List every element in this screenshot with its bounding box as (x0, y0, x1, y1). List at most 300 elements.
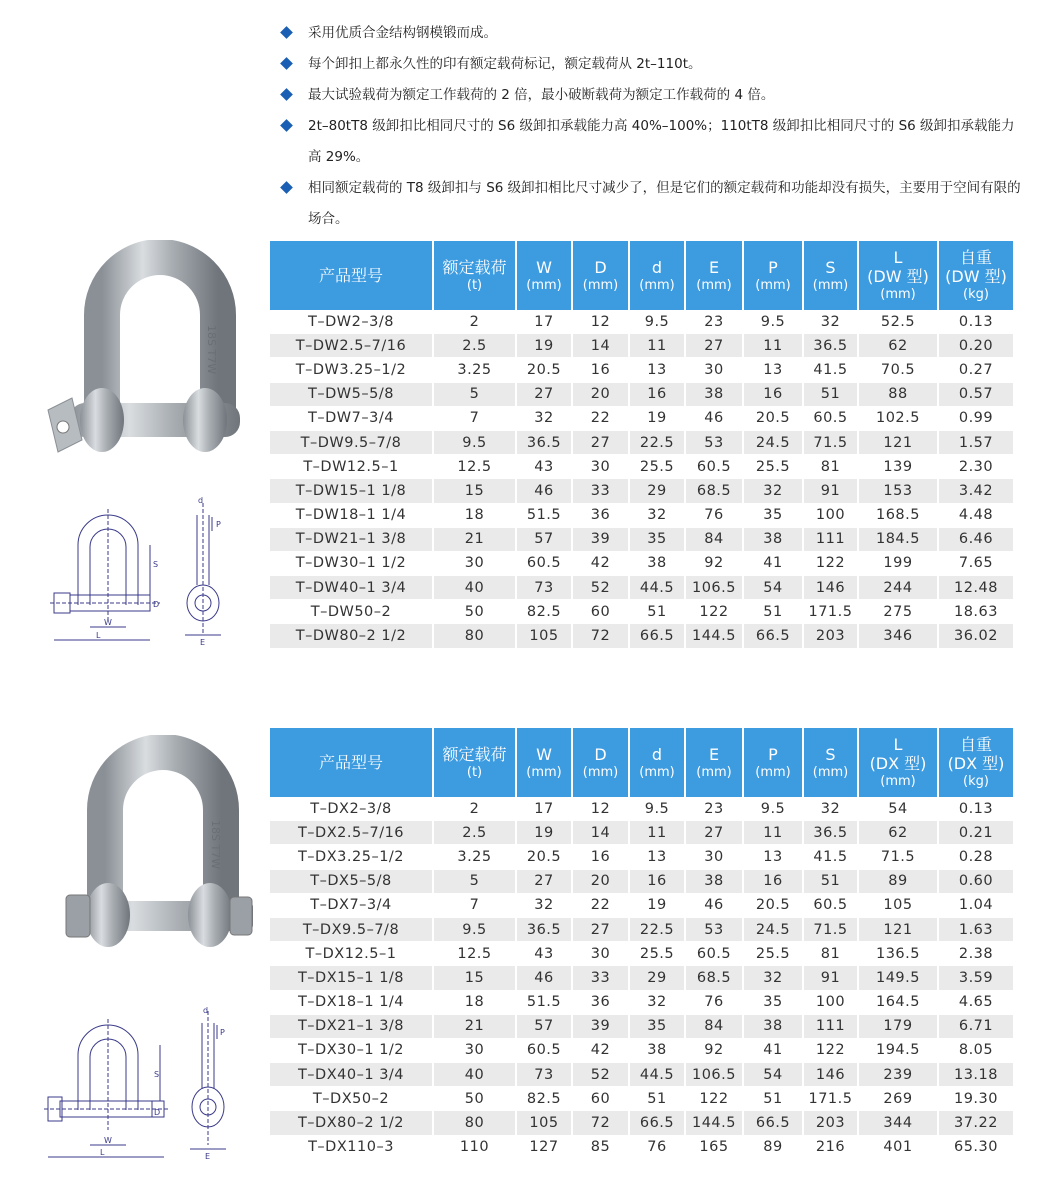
table-cell: 244 (858, 576, 938, 600)
table-cell: 66.5 (743, 624, 803, 648)
table-cell: 9.5 (433, 917, 516, 941)
dx-spec-table (270, 728, 1015, 1160)
table-cell: 51 (743, 1087, 803, 1111)
label-D: D (153, 600, 160, 609)
table-cell: 144.5 (685, 624, 743, 648)
table-row (270, 382, 1014, 406)
table-cell: 13 (629, 845, 685, 869)
table-cell: 9.5 (743, 797, 803, 821)
table-cell: 346 (858, 624, 938, 648)
table-cell: 62 (858, 821, 938, 845)
table-cell: 17 (516, 310, 572, 334)
table-cell: 43 (516, 455, 572, 479)
table-cell: 32 (516, 406, 572, 430)
table-cell: 9.5 (433, 430, 516, 454)
table-cell: 6.71 (938, 1014, 1014, 1038)
table-cell: 171.5 (803, 1087, 858, 1111)
table-cell: 21 (433, 1014, 516, 1038)
table-cell: 38 (629, 551, 685, 575)
table-cell: 164.5 (858, 990, 938, 1014)
label-d: d (198, 496, 204, 505)
dx-technical-drawing (40, 1005, 250, 1165)
table-cell: 66.5 (629, 1111, 685, 1135)
table-cell: 43 (516, 942, 572, 966)
table-cell: 1.63 (938, 917, 1014, 941)
table-cell: T–DW2–3/8 (270, 310, 433, 334)
table-cell: 80 (433, 1111, 516, 1135)
table-cell: T–DW3.25–1/2 (270, 358, 433, 382)
feature-item: 采用优质合金结构钢模锻而成。 (276, 18, 1021, 49)
table-cell: 122 (803, 551, 858, 575)
table-cell: 23 (685, 310, 743, 334)
table-cell: 73 (516, 1063, 572, 1087)
table-cell: T–DW9.5–7/8 (270, 430, 433, 454)
col-weight: 自重 (DX 型) (kg) (938, 728, 1014, 797)
table-cell: 60.5 (685, 942, 743, 966)
col-model: 产品型号 (270, 728, 433, 797)
table-cell: 16 (572, 845, 629, 869)
table-cell: 5 (433, 382, 516, 406)
table-cell: 11 (743, 821, 803, 845)
col-l: L (DX 型) (mm) (858, 728, 938, 797)
table-cell: 27 (516, 869, 572, 893)
table-row (270, 869, 1014, 893)
label-p: P (216, 520, 221, 529)
table-cell: 51 (803, 869, 858, 893)
table-cell: 121 (858, 917, 938, 941)
table-cell: 27 (685, 334, 743, 358)
dw-technical-drawing (40, 495, 250, 650)
table-row (270, 430, 1014, 454)
table-cell: 46 (516, 479, 572, 503)
table-cell: 149.5 (858, 966, 938, 990)
table-cell: 60 (572, 600, 629, 624)
table-cell: 73 (516, 576, 572, 600)
table-cell: 60 (572, 1087, 629, 1111)
table-cell: 1.57 (938, 430, 1014, 454)
table-cell: 9.5 (629, 797, 685, 821)
feature-item: 每个卸扣上都永久性的印有额定载荷标记，额定载荷从 2t–110t。 (276, 49, 1021, 80)
table-cell: 146 (803, 1063, 858, 1087)
table-cell: 401 (858, 1135, 938, 1159)
table-row (270, 600, 1014, 624)
table-cell: 30 (685, 358, 743, 382)
table-cell: 38 (629, 1038, 685, 1062)
table-cell: 44.5 (629, 576, 685, 600)
table-cell: 22 (572, 406, 629, 430)
table-cell: 12 (572, 797, 629, 821)
table-cell: T–DX2–3/8 (270, 797, 433, 821)
table-cell: 16 (629, 869, 685, 893)
col-l: L (DW 型) (mm) (858, 241, 938, 310)
table-cell: 1.04 (938, 893, 1014, 917)
table-cell: 203 (803, 1111, 858, 1135)
table-cell: 71.5 (803, 917, 858, 941)
label-D: D (154, 1108, 161, 1117)
table-row (270, 1014, 1014, 1038)
table-cell: 41.5 (803, 358, 858, 382)
table-cell: 139 (858, 455, 938, 479)
col-d: d (mm) (629, 241, 685, 310)
table-cell: 91 (803, 966, 858, 990)
table-cell: 106.5 (685, 1063, 743, 1087)
table-cell: 15 (433, 966, 516, 990)
table-cell: 3.59 (938, 966, 1014, 990)
table-cell: 38 (685, 869, 743, 893)
table-cell: 106.5 (685, 576, 743, 600)
col-d: d (mm) (629, 728, 685, 797)
table-cell: 46 (685, 893, 743, 917)
table-cell: 7 (433, 406, 516, 430)
table-cell: T–DW5–5/8 (270, 382, 433, 406)
table-cell: 9.5 (743, 310, 803, 334)
table-cell: 42 (572, 551, 629, 575)
table-cell: 36 (572, 990, 629, 1014)
table-cell: T–DX15–1 1/8 (270, 966, 433, 990)
table-cell: T–DX80–2 1/2 (270, 1111, 433, 1135)
table-cell: T–DW50–2 (270, 600, 433, 624)
table-cell: 30 (572, 455, 629, 479)
table-cell: 144.5 (685, 1111, 743, 1135)
table-cell: 7 (433, 893, 516, 917)
table-cell: 60.5 (516, 1038, 572, 1062)
table-cell: 33 (572, 479, 629, 503)
table-cell: 25.5 (743, 942, 803, 966)
table-cell: 60.5 (803, 406, 858, 430)
table-cell: 14 (572, 821, 629, 845)
table-cell: T–DX3.25–1/2 (270, 845, 433, 869)
table-cell: 20.5 (516, 358, 572, 382)
table-cell: T–DW30–1 1/2 (270, 551, 433, 575)
table-cell: T–DW15–1 1/8 (270, 479, 433, 503)
table-cell: 179 (858, 1014, 938, 1038)
table-cell: 25.5 (629, 455, 685, 479)
table-cell: 36.5 (516, 917, 572, 941)
table-cell: T–DW7–3/4 (270, 406, 433, 430)
table-cell: 68.5 (685, 479, 743, 503)
dx-shackle-photo (60, 735, 260, 980)
table-cell: 27 (572, 430, 629, 454)
table-cell: 2.5 (433, 821, 516, 845)
table-cell: 216 (803, 1135, 858, 1159)
table-cell: 2 (433, 797, 516, 821)
table-cell: 3.25 (433, 358, 516, 382)
label-w: W (104, 618, 112, 627)
table-cell: 60.5 (685, 455, 743, 479)
table-cell: 51 (629, 600, 685, 624)
table-cell: 153 (858, 479, 938, 503)
diamond-bullet-icon (280, 119, 293, 132)
label-d: d (203, 1006, 209, 1015)
col-p: P (mm) (743, 241, 803, 310)
table-row (270, 1038, 1014, 1062)
table-row (270, 624, 1014, 648)
table-cell: 54 (743, 576, 803, 600)
table-cell: 203 (803, 624, 858, 648)
table-cell: 76 (685, 503, 743, 527)
table-cell: 16 (629, 382, 685, 406)
table-cell: 57 (516, 1014, 572, 1038)
table-cell: 105 (858, 893, 938, 917)
table-cell: 22 (572, 893, 629, 917)
table-cell: 72 (572, 1111, 629, 1135)
col-s: S (mm) (803, 728, 858, 797)
table-cell: 35 (629, 527, 685, 551)
table-row (270, 1087, 1014, 1111)
table-cell: 2.30 (938, 455, 1014, 479)
table-cell: 40 (433, 576, 516, 600)
table-cell: 32 (803, 310, 858, 334)
label-s: S (153, 560, 159, 569)
table-cell: 30 (685, 845, 743, 869)
table-cell: 168.5 (858, 503, 938, 527)
table-cell: 29 (629, 479, 685, 503)
table-row (270, 455, 1014, 479)
table-cell: 27 (516, 382, 572, 406)
table-cell: 38 (685, 382, 743, 406)
table-cell: 269 (858, 1087, 938, 1111)
table-cell: 84 (685, 527, 743, 551)
table-cell: 105 (516, 1111, 572, 1135)
table-cell: 39 (572, 527, 629, 551)
table-row (270, 503, 1014, 527)
table-cell: 122 (685, 1087, 743, 1111)
table-cell: 13 (629, 358, 685, 382)
table-cell: 13 (743, 845, 803, 869)
table-row (270, 358, 1014, 382)
table-cell: 146 (803, 576, 858, 600)
table-cell: 38 (743, 1014, 803, 1038)
label-w: W (104, 1136, 112, 1145)
table-cell: 5 (433, 869, 516, 893)
table-row (270, 406, 1014, 430)
col-load: 额定载荷 (t) (433, 728, 516, 797)
col-D: D (mm) (572, 728, 629, 797)
table-cell: 122 (803, 1038, 858, 1062)
col-w: W (mm) (516, 728, 572, 797)
table-cell: 32 (629, 990, 685, 1014)
table-cell: 36.5 (516, 430, 572, 454)
label-e: E (205, 1152, 211, 1161)
table-cell: 54 (743, 1063, 803, 1087)
table-cell: 0.28 (938, 845, 1014, 869)
table-cell: 66.5 (629, 624, 685, 648)
table-cell: 16 (743, 382, 803, 406)
table-cell: 82.5 (516, 600, 572, 624)
table-cell: 24.5 (743, 917, 803, 941)
table-cell: 80 (433, 624, 516, 648)
table-cell: 20.5 (516, 845, 572, 869)
table-cell: 0.60 (938, 869, 1014, 893)
table-cell: 52 (572, 1063, 629, 1087)
table-cell: 4.65 (938, 990, 1014, 1014)
table-cell: 2.5 (433, 334, 516, 358)
table-cell: 76 (629, 1135, 685, 1159)
table-cell: 7.65 (938, 551, 1014, 575)
table-cell: 46 (685, 406, 743, 430)
table-cell: T–DX50–2 (270, 1087, 433, 1111)
table-cell: 82.5 (516, 1087, 572, 1111)
table-cell: 12.5 (433, 455, 516, 479)
table-row (270, 334, 1014, 358)
table-cell: 72 (572, 624, 629, 648)
table-cell: 127 (516, 1135, 572, 1159)
table-cell: T–DX7–3/4 (270, 893, 433, 917)
table-cell: 275 (858, 600, 938, 624)
table-cell: 165 (685, 1135, 743, 1159)
table-cell: 41 (743, 1038, 803, 1062)
table-cell: 22.5 (629, 430, 685, 454)
table-cell: 35 (743, 990, 803, 1014)
table-cell: 18 (433, 503, 516, 527)
table-cell: 3.42 (938, 479, 1014, 503)
table-cell: 51 (803, 382, 858, 406)
table-cell: 53 (685, 917, 743, 941)
table-cell: 19 (629, 893, 685, 917)
shackle-marking: 18S T7W (205, 325, 218, 375)
table-cell: 60.5 (803, 893, 858, 917)
col-weight: 自重 (DW 型) (kg) (938, 241, 1014, 310)
feature-list (276, 18, 1021, 235)
table-row (270, 527, 1014, 551)
table-cell: 18 (433, 990, 516, 1014)
table-cell: T–DX40–1 3/4 (270, 1063, 433, 1087)
table-cell: 16 (743, 869, 803, 893)
table-row (270, 1111, 1014, 1135)
table-cell: 12 (572, 310, 629, 334)
table-cell: 81 (803, 942, 858, 966)
table-cell: 57 (516, 527, 572, 551)
table-cell: 4.48 (938, 503, 1014, 527)
table-row (270, 821, 1014, 845)
diamond-bullet-icon (280, 26, 293, 39)
table-cell: 100 (803, 503, 858, 527)
table-cell: 89 (858, 869, 938, 893)
table-cell: 111 (803, 527, 858, 551)
diamond-bullet-icon (280, 88, 293, 101)
table-cell: 89 (743, 1135, 803, 1159)
col-e: E (mm) (685, 241, 743, 310)
table-cell: 199 (858, 551, 938, 575)
table-cell: 102.5 (858, 406, 938, 430)
table-cell: 50 (433, 600, 516, 624)
table-cell: 22.5 (629, 917, 685, 941)
table-cell: 11 (629, 334, 685, 358)
table-cell: 30 (433, 551, 516, 575)
table-row (270, 576, 1014, 600)
table-cell: 35 (743, 503, 803, 527)
table-cell: 6.46 (938, 527, 1014, 551)
table-cell: 25.5 (743, 455, 803, 479)
table-cell: T–DX5–5/8 (270, 869, 433, 893)
table-cell: 15 (433, 479, 516, 503)
table-cell: T–DX2.5–7/16 (270, 821, 433, 845)
table-cell: 32 (743, 479, 803, 503)
feature-item: 最大试验载荷为额定工作载荷的 2 倍，最小破断载荷为额定工作载荷的 4 倍。 (276, 80, 1021, 111)
diamond-bullet-icon (280, 181, 293, 194)
table-cell: 68.5 (685, 966, 743, 990)
table-cell: 19 (516, 821, 572, 845)
diamond-bullet-icon (280, 57, 293, 70)
table-cell: 50 (433, 1087, 516, 1111)
table-cell: 2 (433, 310, 516, 334)
table-cell: 27 (685, 821, 743, 845)
label-p: P (220, 1028, 225, 1037)
table-row (270, 310, 1014, 334)
table-cell: 85 (572, 1135, 629, 1159)
table-cell: 32 (803, 797, 858, 821)
table-cell: 27 (572, 917, 629, 941)
table-cell: 18.63 (938, 600, 1014, 624)
table-cell: T–DX110–3 (270, 1135, 433, 1159)
label-l: L (100, 1148, 105, 1157)
table-cell: 36 (572, 503, 629, 527)
table-cell: 11 (629, 821, 685, 845)
table-cell: 105 (516, 624, 572, 648)
table-cell: 52 (572, 576, 629, 600)
table-cell: 25.5 (629, 942, 685, 966)
table-cell: 70.5 (858, 358, 938, 382)
table-cell: 71.5 (858, 845, 938, 869)
table-cell: 110 (433, 1135, 516, 1159)
table-cell: 91 (803, 479, 858, 503)
table-cell: 0.13 (938, 310, 1014, 334)
table-cell: 62 (858, 334, 938, 358)
table-cell: 29 (629, 966, 685, 990)
table-cell: 0.21 (938, 821, 1014, 845)
table-cell: 121 (858, 430, 938, 454)
table-cell: 0.27 (938, 358, 1014, 382)
table-cell: 35 (629, 1014, 685, 1038)
table-row (270, 1063, 1014, 1087)
table-cell: 3.25 (433, 845, 516, 869)
table-cell: 122 (685, 600, 743, 624)
shackle-marking: 18S T7W (209, 820, 222, 870)
table-cell: 16 (572, 358, 629, 382)
table-cell: 171.5 (803, 600, 858, 624)
table-cell: 84 (685, 1014, 743, 1038)
table-row (270, 966, 1014, 990)
table-cell: 51.5 (516, 503, 572, 527)
table-cell: 0.99 (938, 406, 1014, 430)
table-row (270, 942, 1014, 966)
dw-shackle-photo (40, 240, 240, 485)
table-cell: 13 (743, 358, 803, 382)
table-cell: 9.5 (629, 310, 685, 334)
col-e: E (mm) (685, 728, 743, 797)
table-cell: 194.5 (858, 1038, 938, 1062)
table-cell: T–DW18–1 1/4 (270, 503, 433, 527)
table-cell: 65.30 (938, 1135, 1014, 1159)
table-cell: 66.5 (743, 1111, 803, 1135)
table-cell: 12.48 (938, 576, 1014, 600)
table-cell: 40 (433, 1063, 516, 1087)
table-cell: 13.18 (938, 1063, 1014, 1087)
table-cell: 30 (572, 942, 629, 966)
table-cell: 51 (743, 600, 803, 624)
feature-item: 相同额定载荷的 T8 级卸扣与 S6 级卸扣相比尺寸减少了，但是它们的额定载荷和功能却没有损失，主要用于空间有限的场合。 (276, 173, 1021, 235)
table-cell: 20.5 (743, 406, 803, 430)
dw-spec-table (270, 241, 1015, 649)
table-cell: T–DW2.5–7/16 (270, 334, 433, 358)
table-cell: 0.20 (938, 334, 1014, 358)
table-cell: 32 (629, 503, 685, 527)
table-cell: 71.5 (803, 430, 858, 454)
table-cell: 36.02 (938, 624, 1014, 648)
table-cell: 12.5 (433, 942, 516, 966)
table-cell: 37.22 (938, 1111, 1014, 1135)
label-s: S (154, 1070, 160, 1079)
